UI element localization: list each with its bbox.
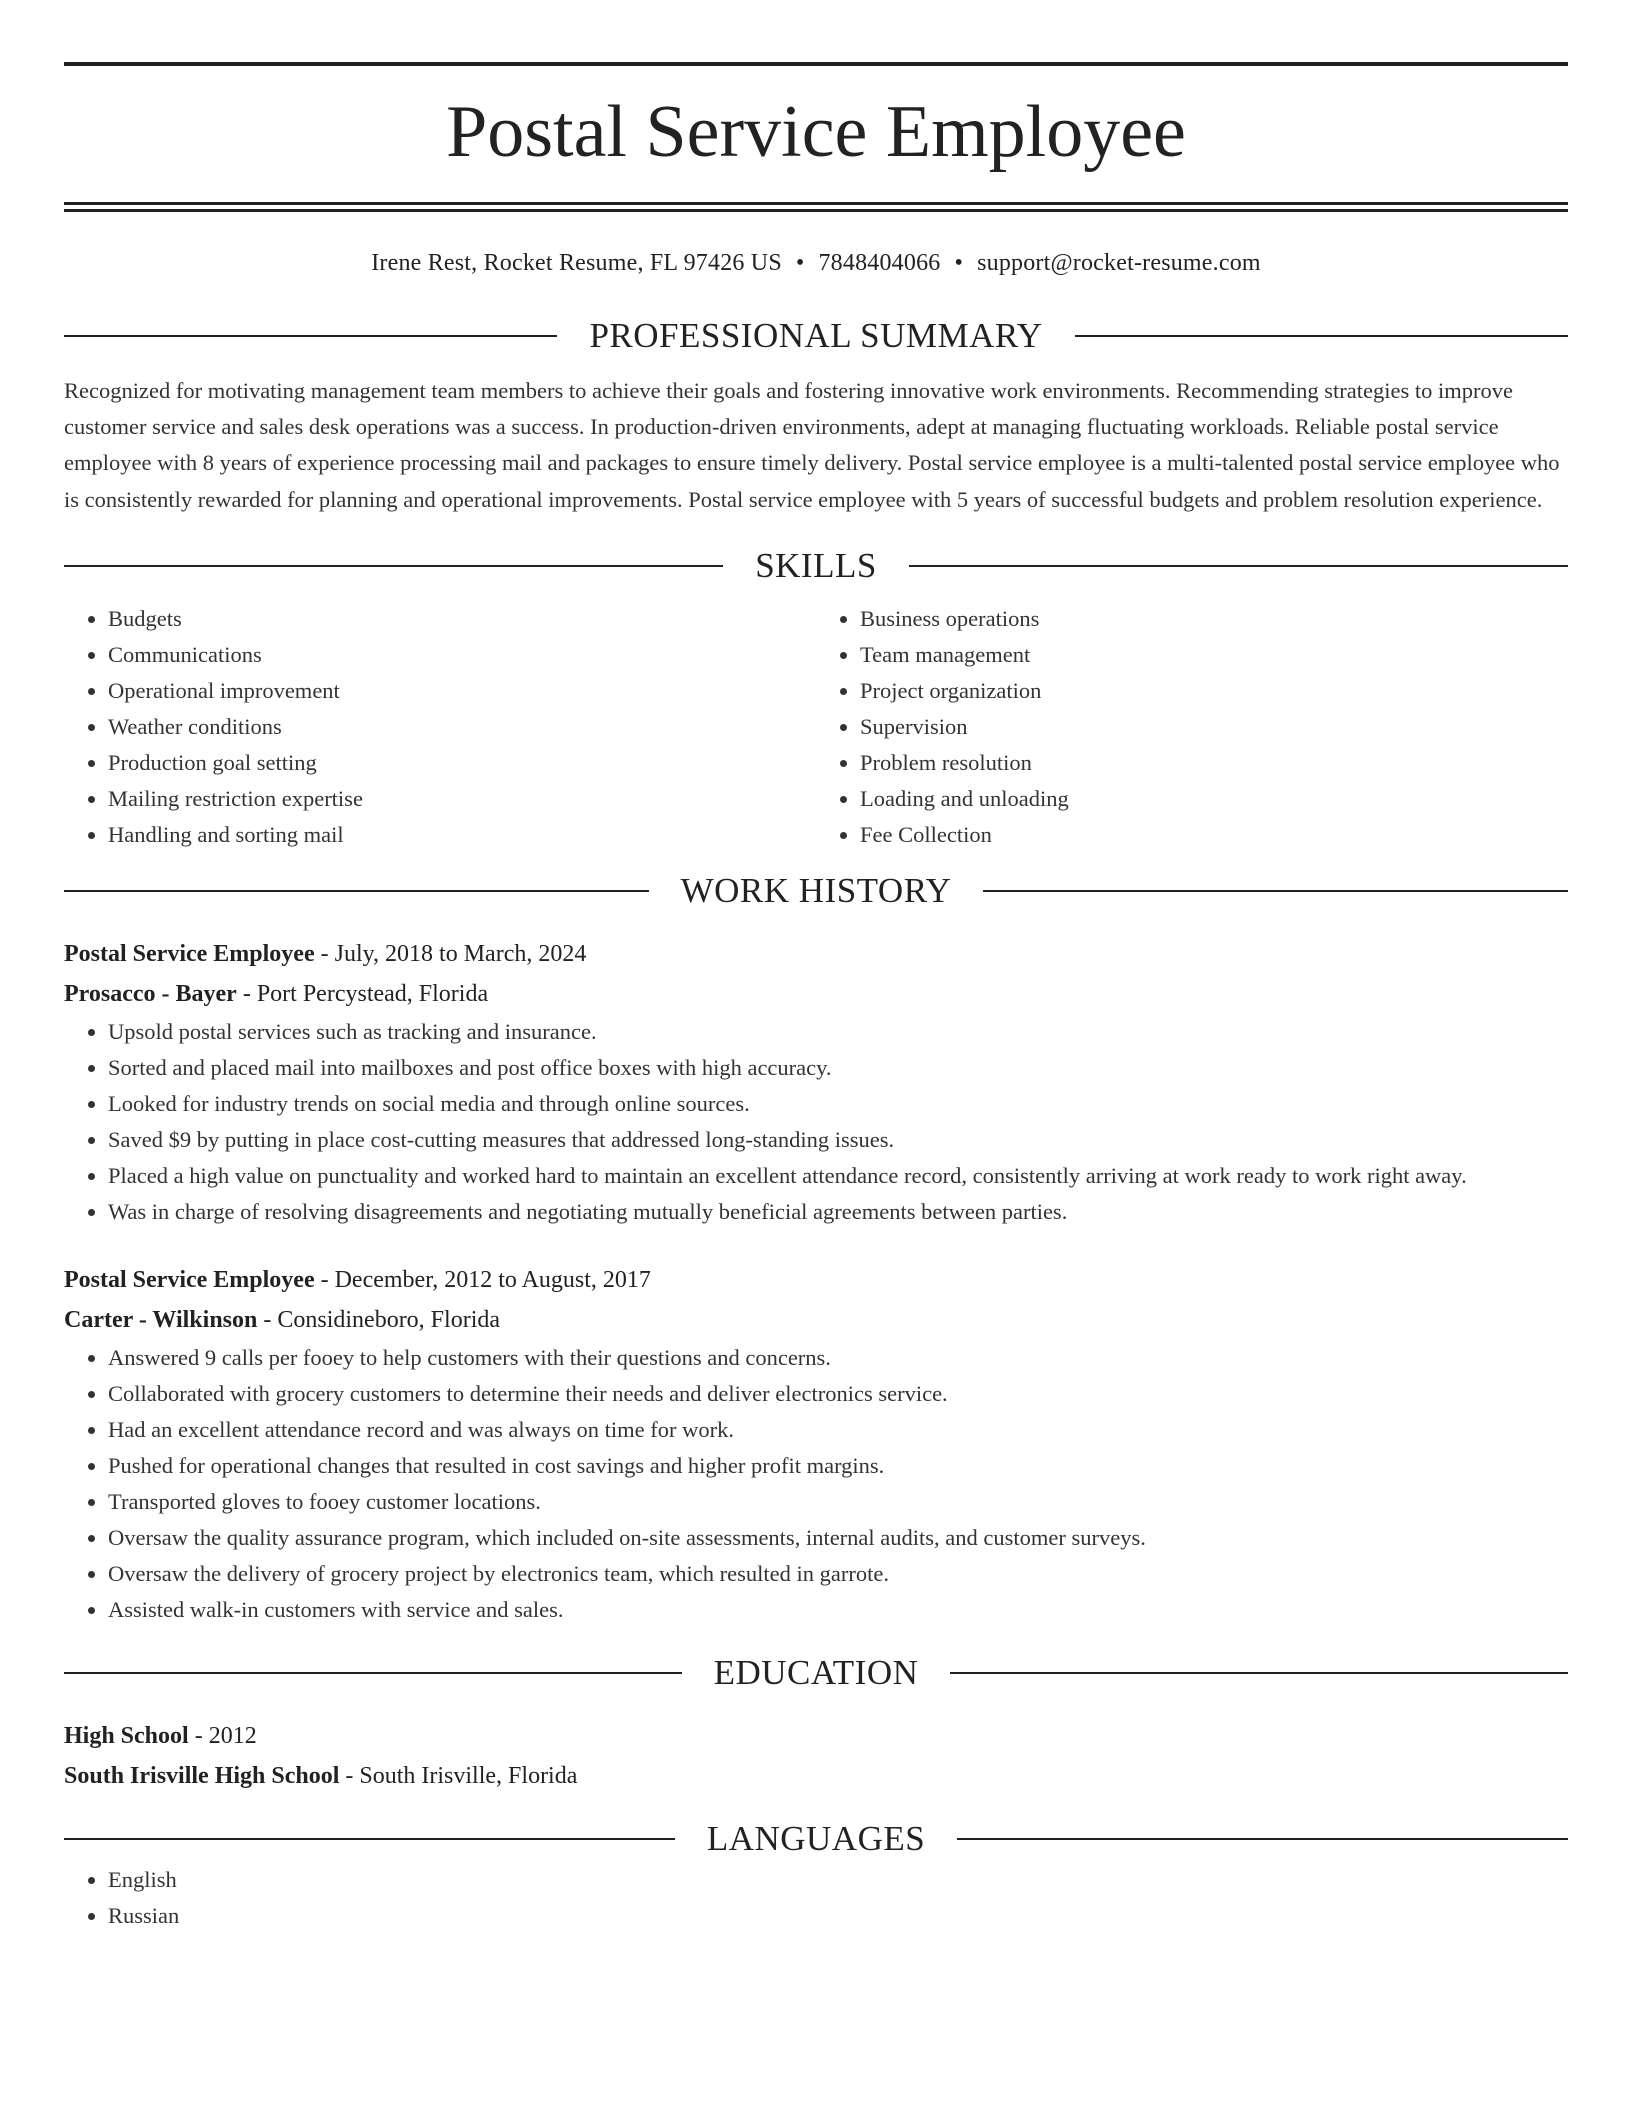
heading-rule-right bbox=[909, 565, 1568, 567]
contact-email: support@rocket-resume.com bbox=[977, 250, 1261, 276]
education-degree: High School bbox=[64, 1722, 189, 1749]
job-title: Postal Service Employee bbox=[64, 1266, 315, 1293]
skill-item: • Supervision bbox=[860, 709, 1568, 745]
job-entry bbox=[64, 934, 1568, 1230]
job-bullet: • Looked for industry trends on social media and through online sources. bbox=[108, 1086, 1568, 1122]
job-bullet: • Oversaw the quality assurance program, which included on-site assessments, internal audits, and customer surveys. bbox=[108, 1520, 1568, 1556]
skill-item: • Mailing restriction expertise bbox=[108, 781, 816, 817]
contact-address: Irene Rest, Rocket Resume, FL 97426 US bbox=[371, 250, 782, 276]
job-bullet: • Collaborated with grocery customers to determine their needs and deliver electronics service. bbox=[108, 1376, 1568, 1412]
contact-phone: 7848404066 bbox=[818, 250, 941, 276]
job-bullets bbox=[64, 1340, 1568, 1628]
contact-separator: • bbox=[795, 250, 805, 276]
education-school-line bbox=[64, 1756, 1568, 1796]
skill-item: • Communications bbox=[108, 637, 816, 673]
job-bullet: • Saved $9 by putting in place cost-cutting measures that addressed long-standing issues. bbox=[108, 1122, 1568, 1158]
job-company-line bbox=[64, 974, 1568, 1014]
heading-rule-right bbox=[957, 1838, 1568, 1840]
resume-title: Postal Service Employee bbox=[446, 91, 1186, 173]
job-bullet: • Was in charge of resolving disagreements and negotiating mutually beneficial agreements between parties. bbox=[108, 1194, 1568, 1230]
skill-item: • Team management bbox=[860, 637, 1568, 673]
skill-item: • Loading and unloading bbox=[860, 781, 1568, 817]
summary-heading bbox=[64, 313, 1568, 359]
skills-columns bbox=[64, 601, 1568, 853]
title-double-rule bbox=[64, 202, 1568, 212]
work-history-heading bbox=[64, 868, 1568, 914]
skill-item: • Weather conditions bbox=[108, 709, 816, 745]
heading-rule-right bbox=[950, 1672, 1568, 1674]
summary-text: Recognized for motivating management team members to achieve their goals and fostering innovative work environments. Recommending strategies to improve customer service and sales desk operations was a success. In production-driven environments, adept at managing fluctuating workloads. Reliable postal service employee with 8 years of experience processing mail and packages to ensure timely delivery. Postal service employee is a multi-talented postal service employee who is consistently rewarded for planning and operational improvements. Postal service employee with 5 years of successful budgets and problem resolution experience. bbox=[64, 378, 1560, 512]
heading-rule-left bbox=[64, 890, 649, 892]
education-heading-label: EDUCATION bbox=[713, 1652, 919, 1692]
skills-heading-label: SKILLS bbox=[755, 545, 877, 585]
job-bullet: • Oversaw the delivery of grocery project by electronics team, which resulted in garrote. bbox=[108, 1556, 1568, 1592]
heading-rule-right bbox=[983, 890, 1568, 892]
education-school: South Irisville High School bbox=[64, 1762, 340, 1789]
contact-separator: • bbox=[954, 250, 964, 276]
education-year: - 2012 bbox=[188, 1722, 257, 1749]
job-location: - Considineboro, Florida bbox=[257, 1306, 501, 1333]
skill-item: • Project organization bbox=[860, 673, 1568, 709]
job-bullet: • Transported gloves to fooey customer locations. bbox=[108, 1484, 1568, 1520]
job-bullets bbox=[64, 1014, 1568, 1230]
education-entry bbox=[64, 1716, 1568, 1796]
heading-rule-left bbox=[64, 335, 557, 337]
skills-left-column bbox=[64, 601, 816, 853]
skill-item: • Problem resolution bbox=[860, 745, 1568, 781]
job-bullet: • Answered 9 calls per fooey to help customers with their questions and concerns. bbox=[108, 1340, 1568, 1376]
job-bullet: • Had an excellent attendance record and was always on time for work. bbox=[108, 1412, 1568, 1448]
job-bullet: • Sorted and placed mail into mailboxes and post office boxes with high accuracy. bbox=[108, 1050, 1568, 1086]
job-bullet: • Upsold postal services such as tracking and insurance. bbox=[108, 1014, 1568, 1050]
education-heading bbox=[64, 1650, 1568, 1696]
education-location: - South Irisville, Florida bbox=[339, 1762, 578, 1789]
work-history-heading-label: WORK HISTORY bbox=[680, 870, 952, 910]
job-bullet: • Pushed for operational changes that resulted in cost savings and higher profit margins. bbox=[108, 1448, 1568, 1484]
skill-item: • Fee Collection bbox=[860, 817, 1568, 853]
contact-line bbox=[64, 248, 1568, 278]
heading-rule-left bbox=[64, 1672, 682, 1674]
job-company: Carter - Wilkinson bbox=[64, 1306, 258, 1333]
language-item: • Russian bbox=[108, 1898, 1568, 1934]
skill-item: • Operational improvement bbox=[108, 673, 816, 709]
summary-heading-label: PROFESSIONAL SUMMARY bbox=[589, 316, 1043, 355]
language-item: • English bbox=[108, 1862, 1568, 1898]
heading-rule-left bbox=[64, 565, 723, 567]
resume-page bbox=[64, 0, 1568, 1934]
heading-rule-right bbox=[1075, 335, 1568, 337]
job-company-line bbox=[64, 1300, 1568, 1340]
skills-heading bbox=[64, 543, 1568, 589]
skills-right-column bbox=[816, 601, 1568, 853]
top-rule bbox=[64, 62, 1568, 66]
job-entry bbox=[64, 1260, 1568, 1628]
job-dates: - December, 2012 to August, 2017 bbox=[314, 1266, 651, 1293]
languages-list bbox=[64, 1862, 1568, 1934]
skill-item: • Budgets bbox=[108, 601, 816, 637]
job-location: - Port Percystead, Florida bbox=[236, 980, 489, 1007]
job-title: Postal Service Employee bbox=[64, 940, 315, 967]
education-degree-line bbox=[64, 1716, 1568, 1756]
skill-item: • Business operations bbox=[860, 601, 1568, 637]
job-title-line bbox=[64, 934, 1568, 974]
job-bullet: • Placed a high value on punctuality and worked hard to maintain an excellent attendance record, consistently arriving at work ready to work right away. bbox=[108, 1158, 1568, 1194]
heading-rule-left bbox=[64, 1838, 675, 1840]
skill-item: • Handling and sorting mail bbox=[108, 817, 816, 853]
job-title-line bbox=[64, 1260, 1568, 1300]
languages-heading bbox=[64, 1816, 1568, 1862]
skill-item: • Production goal setting bbox=[108, 745, 816, 781]
job-dates: - July, 2018 to March, 2024 bbox=[314, 940, 587, 967]
languages-heading-label: LANGUAGES bbox=[706, 1818, 926, 1858]
job-company: Prosacco - Bayer bbox=[64, 980, 237, 1007]
job-bullet: • Assisted walk-in customers with service and sales. bbox=[108, 1592, 1568, 1628]
